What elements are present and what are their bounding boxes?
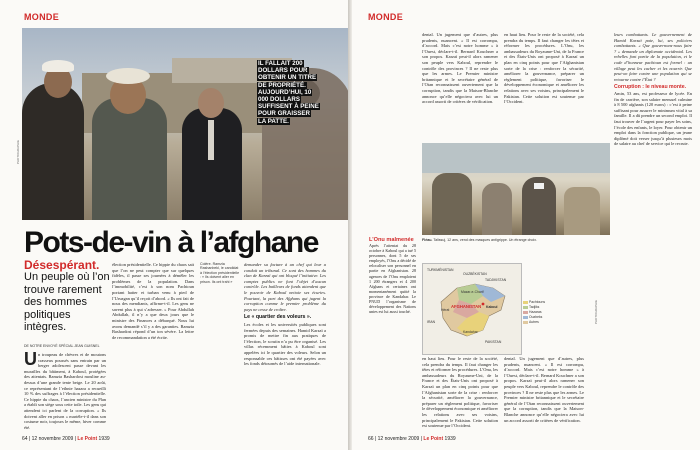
byline: DE NOTRE ENVOYÉ SPÉCIAL JEAN GUISNEL bbox=[24, 344, 100, 348]
man-left bbox=[22, 83, 84, 220]
map-label: IRAN bbox=[427, 320, 436, 324]
mask bbox=[534, 183, 544, 189]
photo-caption-text: Talissuj, 12 ans, vend des masques antigrippe. Un étrange choix. bbox=[433, 238, 538, 242]
column-1 bbox=[24, 349, 106, 434]
legend-item: Hazaras bbox=[523, 310, 563, 315]
column-1-bottom-text: en haut lieu. Pour le reste de la société, cela prendra du temps. Il faut changer les têtes et réformer les procédures. L’Onu, les ambassadeurs du Royaume-Uni, de la France et des États-Unis ont proposé à Karzaï un plan en cinq points pour que l’Afghanistan sorte de la crise : renforcer la sécurité, améliorer la gouvernance, préparer un règlement politique, favoriser le développement économique et améliorer les relations avec ses voisins, principalement le Pakistan. Cette solution est soutenue par l’Occident. bbox=[422, 356, 498, 429]
photo-credit: PHOTOGRAPHIE bbox=[16, 140, 20, 165]
brand-label: Le Point bbox=[423, 436, 444, 442]
column-1 bbox=[422, 32, 498, 138]
column-2-bottom bbox=[504, 356, 584, 438]
column-3 bbox=[244, 262, 326, 434]
ethnic-map bbox=[422, 263, 522, 355]
sidebar-box bbox=[369, 237, 416, 417]
brand-label: Le Point bbox=[77, 436, 98, 442]
deck: Un peuple où l’on trouve rarement des hommes politiques intègres. bbox=[24, 271, 110, 333]
mountains bbox=[422, 143, 610, 173]
folio-text: 66 | 12 novembre 2009 | bbox=[368, 436, 423, 442]
column-3-subhead: Le « quartier des voleurs ». bbox=[244, 314, 312, 321]
map-label: TURKMÉNISTAN bbox=[427, 268, 454, 272]
map-label: Kaboul bbox=[486, 305, 498, 309]
issue-number: 1939 bbox=[444, 436, 456, 442]
city-dot bbox=[482, 303, 485, 306]
cap bbox=[42, 60, 74, 72]
photo-caption-title: Fléau. bbox=[422, 238, 433, 242]
column-2 bbox=[112, 262, 194, 434]
turban bbox=[106, 68, 150, 84]
map-label: Kandahar bbox=[463, 330, 478, 334]
section-label: MONDE bbox=[24, 12, 59, 22]
issue-number: 1939 bbox=[98, 436, 110, 442]
photo-caption bbox=[422, 238, 612, 242]
photo-credit: PHOTOGRAPHIE bbox=[594, 300, 598, 325]
column-3-text-2: Amin, 53 ans, est professeur de lycée. En fin de carrière, son salaire mensuel culmine à 8 500 afghanis (120 euros) : c’est à peine suffisant pour assurer le minimum vital à sa famille. Il a dû prendre un second emploi. Il faut trouver de l’argent pour payer les soins, l’école des enfants, le loyer. Pour obtenir un emploi dans la fonction publique, un jeune diplômé doit verser jusqu’à plusieurs mois de salaire au chef de service qui le recrute. bbox=[614, 90, 692, 147]
legend-item: Pachtouns bbox=[523, 300, 563, 305]
folio bbox=[22, 436, 110, 442]
column-2-bottom-text: dental. Un jugement que d’autres, plus prudents, nuancent. « Il est corrompu, d’accord. Mais c’est notre homme » à l’Ouest, déclare-t-il. Bernard Kouchner a son propos. Karzaï peut-il alors ramener son peuple vers Kaboul, reprendre le contrôle des provinces ? Il ne reste plus que les armes. Le Premier ministre britannique et le secrétaire général de l’Otan reconnaissent ouvertement que la corruption, tandis que la Maison-Blanche annonce qu’elle négociera avec lui un accord assorti de critères de vérification. bbox=[504, 356, 584, 423]
column-1-bottom bbox=[422, 356, 498, 438]
figure-2 bbox=[482, 183, 512, 235]
map-legend bbox=[523, 300, 563, 325]
drop-cap: U bbox=[24, 349, 37, 369]
map-label: Mazar-e-Charif bbox=[461, 290, 484, 294]
folio-text: 64 | 12 novembre 2009 | bbox=[22, 436, 77, 442]
legend-item: Tadjiks bbox=[523, 305, 563, 310]
sidebar-text: Après l’attentat du 28 octobre à Kaboul qui a tué 5 personnes, dont 5 de ses employés, l’Onu a décidé de relocaliser son personnel en partie en Afghanistan. 28 agences de l’Onu emploient 1 200 étrangers et 4 200 Afghans et certaines ont momentanément quitté la province de Kandahar. Le PNUD l’organisme de développement des Nations unies est lui aussi touché. bbox=[369, 243, 416, 315]
legend-item: Autres bbox=[523, 320, 563, 325]
column-1-text: dental. Un jugement que d’autres, plus prudents, nuancent. « Il est corrompu, d’accord. Mais c’est notre homme » à l’Ouest, déclare-t-il. Bernard Kouchner a son propos. Karzaï peut-il alors ramener son peuple vers Kaboul, reprendre le contrôle des provinces ? Il ne reste plus que les armes. Le Premier ministre britannique et le secrétaire général de l’Otan reconnaissent ouvertement que la corruption, tandis que la Maison-Blanche annonce qu’elle négociera avec lui un accord assorti de critères de vérification. bbox=[422, 32, 498, 105]
column-3 bbox=[614, 32, 692, 438]
map-label: OUZBÉKISTAN bbox=[463, 272, 487, 276]
column-2-text: en haut lieu. Pour le reste de la société, cela prendra du temps. Il faut changer les têtes et réformer les procédures. L’Onu, les ambassadeurs du Royaume-Uni, de la France et des États-Unis ont proposé à Karzaï un plan en cinq points pour que l’Afghanistan sorte de la crise : renforcer la sécurité, améliorer la gouvernance, préparer un règlement politique, favoriser le développement économique et améliorer les relations avec ses voisins, principalement le Pakistan. Cette solution est soutenue par l’Occident. bbox=[504, 32, 584, 105]
pull-quote bbox=[257, 60, 319, 125]
map-label: Hérat bbox=[441, 308, 450, 312]
column-2 bbox=[504, 32, 584, 138]
figure-1 bbox=[432, 173, 472, 235]
column-1-text: n troupeau de chèvres et de moutons crasseux poussés sans entrain par un berger adolescent passe devant les murailles du bâtiment, à Kaboul, protégées des attentats. Ramzia Bashardost mouline au-dessus d’une grande tente beige. Le 20 août, ce représentant de l’ethnie hazara a recueilli 10 % des suffrages à l’élection présidentielle. Ce hippie du chaos, l’ancien ministre du Plan a établi son siège sous cette toile. Les gens qui attendent ici parlent de la corruption. « Ils doivent aller en prison » martèle-t-il dans son costume noir, toujours le même, hiver comme été. bbox=[24, 352, 106, 430]
headline: Pots-de-vin à l’afghane bbox=[24, 226, 318, 259]
map-graphic bbox=[423, 264, 521, 354]
map-label: TADJIKISTAN bbox=[485, 278, 507, 282]
column-3-text: leurs combattants. Le gouvernement de Hamid Karzaï paie, lui, ses policiers combattants. « Que gouvernons-nous faire ? » demande un diplomate occidental. Les rebelles font partie de la population, et le code d’honneur pachtoun est formel : un village peut les cacher et les nourrir. Que peut-on faire contre une population qui se retourne contre l’État ? bbox=[614, 32, 692, 82]
column-2-text: élection présidentielle. Ce hippie du chaos sait que l’on ne peut compter que sur quelques fidèles, il passe ses journées à démêler les problèmes de la population. Dans l’immobilité, c’est à son nom Pachtoun portant hatter et turban venu à pied de l’Uruzgan qu’il reçoit d’abord. « Ils ont fait de nous des mendiants, affirme-t-il. Les gens ne savent plus à qui s’adresser. » Pour Abdullah Abdullah, il n’y a que deux jours que le ministre des Finances a débarqué. Nous lui avons demandé s’il y a des garanties. Ramzia Bashardost répond d’un ton sévère. La lettre de recommandation a été écrite. bbox=[112, 262, 194, 340]
pull-quote-text: IL FALLAIT 200 DOLLARS POUR OBTENIR UN TITRE DE PROPRIÉTÉ. AUJOURD’HUI, 10 000 DOLLARS SUFFISENT À PEINE POUR GRAISSER LA PATTE. bbox=[258, 60, 319, 125]
market-photo bbox=[422, 143, 610, 235]
man-center bbox=[92, 98, 167, 220]
deck-title: Désespérant. bbox=[24, 258, 100, 272]
map-label: PAKISTAN bbox=[485, 340, 502, 344]
folio bbox=[368, 436, 456, 442]
column-3-text-2: Les écoles et les universités publiques sont fermées depuis des semaines. Hamid Karzaï a promis de mettre fin aux pratiques de l’élection, le scrutin n’a pu être organisé. Les villas récemment bâties à Kaboul sont appelées ici le quartier des voleurs. Selon un responsable ces bâtisses ont été payées avec les fonds détournés de l’aide internationale. bbox=[244, 321, 326, 367]
legend-item: Ouzbeks bbox=[523, 315, 563, 320]
section-label: MONDE bbox=[368, 12, 403, 22]
shirt bbox=[208, 120, 214, 160]
photo-caption: Colère. Ramzia Rashanbekl, le candidat à l’élection présidentielle : « Ils doivent aller en prison. Ils ont trahi » bbox=[200, 262, 240, 284]
sidebar-title: L’Onu malmenée bbox=[369, 237, 414, 243]
column-3-subhead: Corruption : le niveau monte. bbox=[614, 84, 687, 91]
map-country-label: AFGHANISTAN bbox=[451, 304, 482, 309]
column-3-text: demander sa facture à un chef qui leur a conduit un tribunal. Ce sont des hommes du clan de Karzaï qui ont bloqué l’initiative. Les comptes publics ne font l’objet d’aucun contrôle. Les bailleurs de fonds attendent que le pouvoir de Kaboul nettoie ses écuries. Pourtant, la part des Afghans qui jugent la corruption comme le premier problème du pays ne cesse de croître. bbox=[244, 262, 326, 312]
man-suit-head bbox=[198, 88, 224, 118]
figure-4 bbox=[564, 187, 600, 235]
